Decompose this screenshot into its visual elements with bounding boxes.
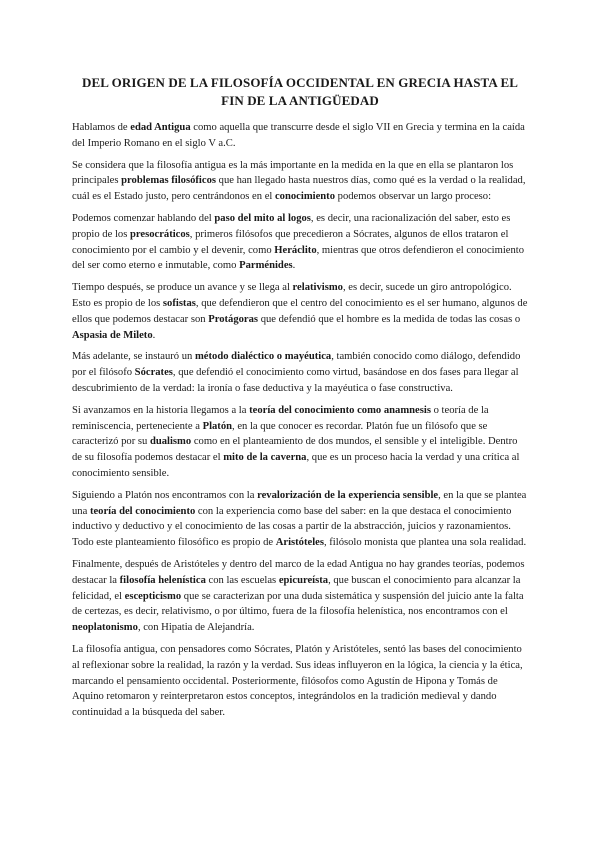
text-run: con las escuelas (205, 574, 279, 586)
text-run: que se caracterizan por una duda sistemática y suspensión del juicio ante la falta de certezas, es decir, relativismo, o por último, fuera de la filosofía helenística, nos encontramos con el (72, 590, 524, 618)
text-run: como en el planteamiento de dos mundos, el sensible y el inteligible. Dentro de su filosofía podemos destacar el (72, 436, 518, 464)
paragraph (72, 349, 528, 396)
text-run: como aquella que transcurre desde el siglo VII en Grecia y termina en la caída del Imperio Romano en el siglo V a.C. (72, 122, 525, 149)
text-run: , en la que conocer es recordar. Platón fue un filósofo que se caracterizó por su (72, 420, 488, 448)
text-run: Finalmente, después de Aristóteles y dentro del marco de la edad Antigua no hay grandes teorías, podemos destacar la (72, 558, 525, 586)
text-run: , es decir, una racionalización del saber, esto es propio de los (72, 212, 511, 240)
text-run: , también conocido como diálogo, defendido por el filósofo (72, 351, 521, 379)
bold-term: revalorización de la experiencia sensible (257, 489, 439, 501)
text-run: Más adelante, se instauró un (72, 351, 195, 363)
bold-term: Heráclito (274, 244, 317, 256)
bold-term: método dialéctico o mayéutica (194, 351, 332, 363)
text-run: con la experiencia como base del saber: en la que destaca el conocimiento inductivo y deductivo y el conocimiento de las cosas a partir de la abstracción, juicios y razonamientos. Todo este planteamiento filosófico es propio de (72, 505, 512, 549)
bold-term: teoría del conocimiento como anamnesis (249, 404, 431, 416)
text-run: , que defendió el conocimiento como virtud, basándose en dos fases para llegar al descubrimiento de la verdad: la ironía o fase deductiva y la mayéutica o fase constructiva. (72, 367, 519, 394)
bold-term: conocimiento (274, 191, 336, 203)
paragraph (72, 120, 528, 152)
text-run: , primeros filósofos que precedieron a Sócrates, algunos de ellos trataron el conocimiento por el cambio y el devenir, como (72, 228, 509, 256)
text-run: , es decir, sucede un giro antropológico. Esto es propio de los (72, 282, 512, 309)
paragraph (72, 488, 528, 551)
bold-term: filosofía helenística (119, 574, 206, 586)
text-run: , mientras que otros defendieron el conocimiento del ser como eterno e inmutable, como (72, 244, 525, 272)
bold-term: problemas filosóficos (121, 175, 216, 187)
paragraph (72, 211, 528, 274)
bold-term: Platón (202, 420, 233, 432)
text-run: , en la que se plantea una (72, 489, 527, 517)
bold-term: relativismo (292, 282, 343, 294)
bold-term: escepticismo (124, 590, 182, 602)
text-run: , que buscan el conocimiento para alcanzar la felicidad, el (72, 574, 521, 602)
text-run: . (292, 260, 296, 272)
text-run: . (152, 329, 156, 341)
bold-term: Protágoras (208, 313, 259, 325)
bold-term: Aspasia de Mileto (72, 329, 153, 341)
document-body (72, 120, 528, 727)
text-run: , que es un proceso hacia la verdad y una crítica al conocimiento sensible. (72, 452, 520, 479)
text-run: , que defendieron que el centro del conocimiento es el ser humano, algunos de ellos que podemos destacar son (72, 297, 528, 325)
paragraph (72, 557, 528, 636)
text-run: La filosofía antigua, con pensadores como Sócrates, Platón y Aristóteles, sentó las bases del conocimiento al reflexionar sobre la realidad, la razón y la verdad. Sus ideas influyeron en la lógica, la ciencia y la ética, marcando el pensamiento occidental. Posteriormente, filósofos como Agustín de Hipona y Tomás de Aquino retomaron y reinterpretaron estos conceptos, integrándolos en la tradición medieval y dando continuidad a la búsqueda del saber. (72, 643, 523, 719)
text-run: Siguiendo a Platón nos encontramos con la (72, 489, 258, 501)
paragraph (72, 158, 528, 205)
text-run: que defendió que el hombre es la medida de todas las cosas o (258, 313, 521, 325)
text-run: , filósolo monista que plantea una sola realidad. (323, 537, 527, 549)
bold-term: paso del mito al logos (214, 212, 311, 224)
document-title: DEL ORIGEN DE LA FILOSOFÍA OCCIDENTAL EN GRECIA HASTA EL FIN DE LA ANTIGÜEDAD (81, 75, 519, 108)
bold-term: Sócrates (134, 367, 173, 379)
bold-term: epicureísta (278, 574, 329, 586)
bold-term: neoplatonismo (72, 622, 138, 634)
bold-term: Aristóteles (275, 537, 324, 549)
text-run: Hablamos de (72, 122, 131, 133)
text-run: Si avanzamos en la historia llegamos a la (72, 404, 250, 416)
bold-term: mito de la caverna (223, 452, 307, 464)
bold-term: presocráticos (129, 228, 190, 240)
paragraph (72, 403, 528, 482)
text-run: Tiempo después, se produce un avance y se llega al (72, 282, 293, 294)
bold-term: edad Antigua (130, 122, 191, 133)
paragraph (72, 280, 528, 343)
bold-term: dualismo (149, 436, 192, 448)
bold-term: sofistas (162, 297, 196, 309)
text-run: Se considera que la filosofía antigua es la más importante en la medida en la que en ella se plantaron los principales (72, 159, 514, 187)
paragraph (72, 642, 528, 721)
bold-term: teoría del conocimiento (89, 505, 196, 517)
text-run: o teoría de la reminiscencia, perteneciente a (72, 404, 489, 432)
text-run: que han llegado hasta nuestros días, como qué es la verdad o la realidad, cuál es el Estado justo, pero centrándonos en el (72, 175, 526, 203)
text-run: podemos observar un largo proceso: (335, 191, 492, 203)
text-run: , con Hipatia de Alejandría. (137, 622, 255, 634)
bold-term: Parménides (239, 260, 293, 272)
text-run: Podemos comenzar hablando del (72, 212, 215, 224)
